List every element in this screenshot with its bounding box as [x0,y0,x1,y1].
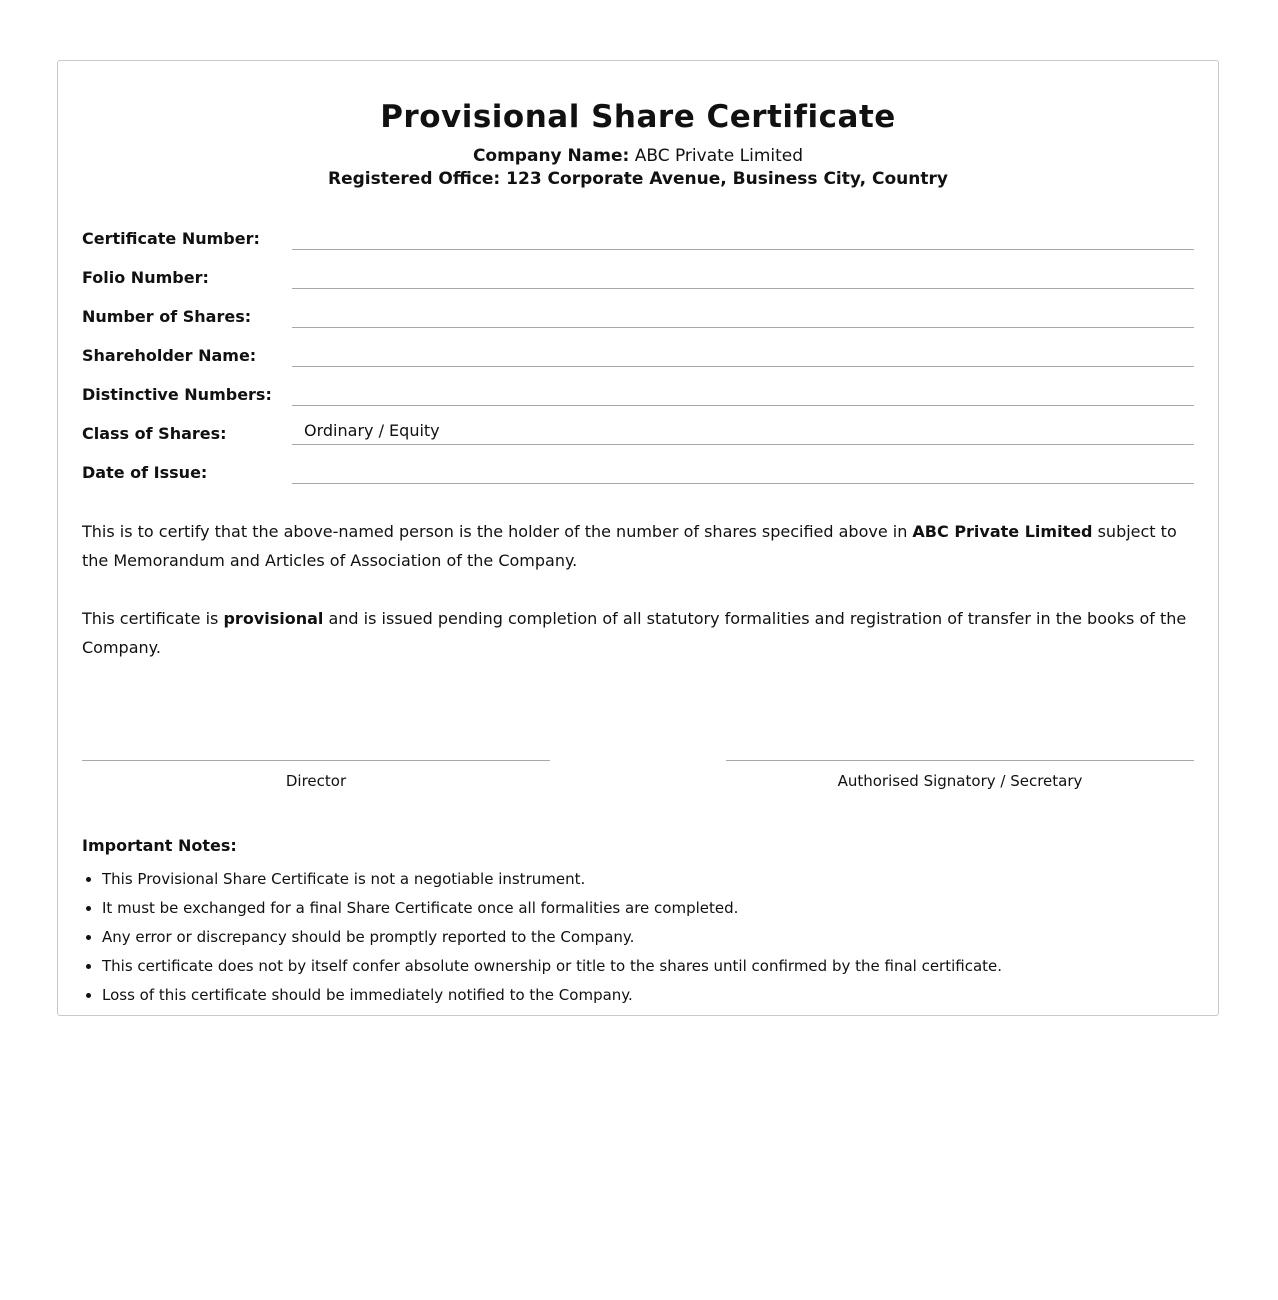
field-row-shareholder-name [82,328,1194,367]
class-of-shares-field[interactable]: Ordinary / Equity [292,417,1194,445]
director-signature-label: Director [285,772,347,790]
field-row-folio-number [82,250,1194,289]
field-row-number-of-shares [82,289,1194,328]
secretary-signature-label: Authorised Signatory / Secretary [837,772,1083,790]
field-label: Distinctive Numbers: [82,385,272,404]
field-row-class-of-shares [82,406,1194,445]
registered-office-value: 123 Corporate Avenue, Business City, Country [506,169,948,189]
certificate-title: Provisional Share Certificate [380,99,896,135]
certification-company-name: ABC Private Limited [912,522,1093,541]
list-item: • It must be exchanged for a final Share Certificate once all formalities are completed. [102,894,1194,923]
folio-number-field[interactable] [292,261,1194,289]
certification-text-start: This is to certify that the above-named person is the holder of the number of shares specified above in [82,522,913,541]
signature-section [82,760,1194,791]
field-label: Number of Shares: [82,307,252,326]
list-item: • Any error or discrepancy should be promptly reported to the Company. [102,923,1194,952]
secretary-signature-line [726,760,1194,761]
distinctive-numbers-field[interactable] [292,378,1194,406]
field-row-distinctive-numbers [82,367,1194,406]
date-of-issue-field[interactable] [292,456,1194,484]
number-of-shares-field[interactable] [292,300,1194,328]
company-name-value: ABC Private Limited [634,146,804,166]
list-item: • Loss of this certificate should be immediately notified to the Company. [102,981,1194,1010]
field-row-certificate-number [82,211,1194,250]
certificate-fields [82,211,1194,484]
field-label: Class of Shares: [82,424,227,443]
field-label: Folio Number: [82,268,209,287]
registered-office-line [82,168,1194,191]
field-row-date-of-issue [82,445,1194,484]
provisional-paragraph [82,604,1194,662]
secretary-signature [726,760,1194,791]
certificate-number-field[interactable] [292,222,1194,250]
provisional-text-end: and is issued pending completion of all statutory formalities and registration of transfer in the books of the Company. [82,609,1187,657]
important-notes-list [82,865,1194,1010]
certificate-card [57,60,1219,1016]
company-name-line [82,145,1194,168]
provisional-text-start: This certificate is [82,609,224,628]
certification-paragraph [82,517,1194,575]
list-item: • This Provisional Share Certificate is not a negotiable instrument. [102,865,1194,894]
list-item: • This certificate does not by itself confer absolute ownership or title to the shares until confirmed by the final certificate. [102,952,1194,981]
field-label: Date of Issue: [82,463,208,482]
certification-text-end: subject to the Memorandum and Articles of Association of the Company. [82,522,1177,570]
director-signature-line [82,760,550,761]
company-name-label: Company Name: [472,146,630,166]
important-notes-title: Important Notes: [82,836,237,855]
provisional-keyword: provisional [223,609,324,628]
registered-office-label: Registered Office: [328,169,501,189]
field-label: Certificate Number: [82,229,260,248]
director-signature [82,760,550,791]
shareholder-name-field[interactable] [292,339,1194,367]
field-label: Shareholder Name: [82,346,257,365]
